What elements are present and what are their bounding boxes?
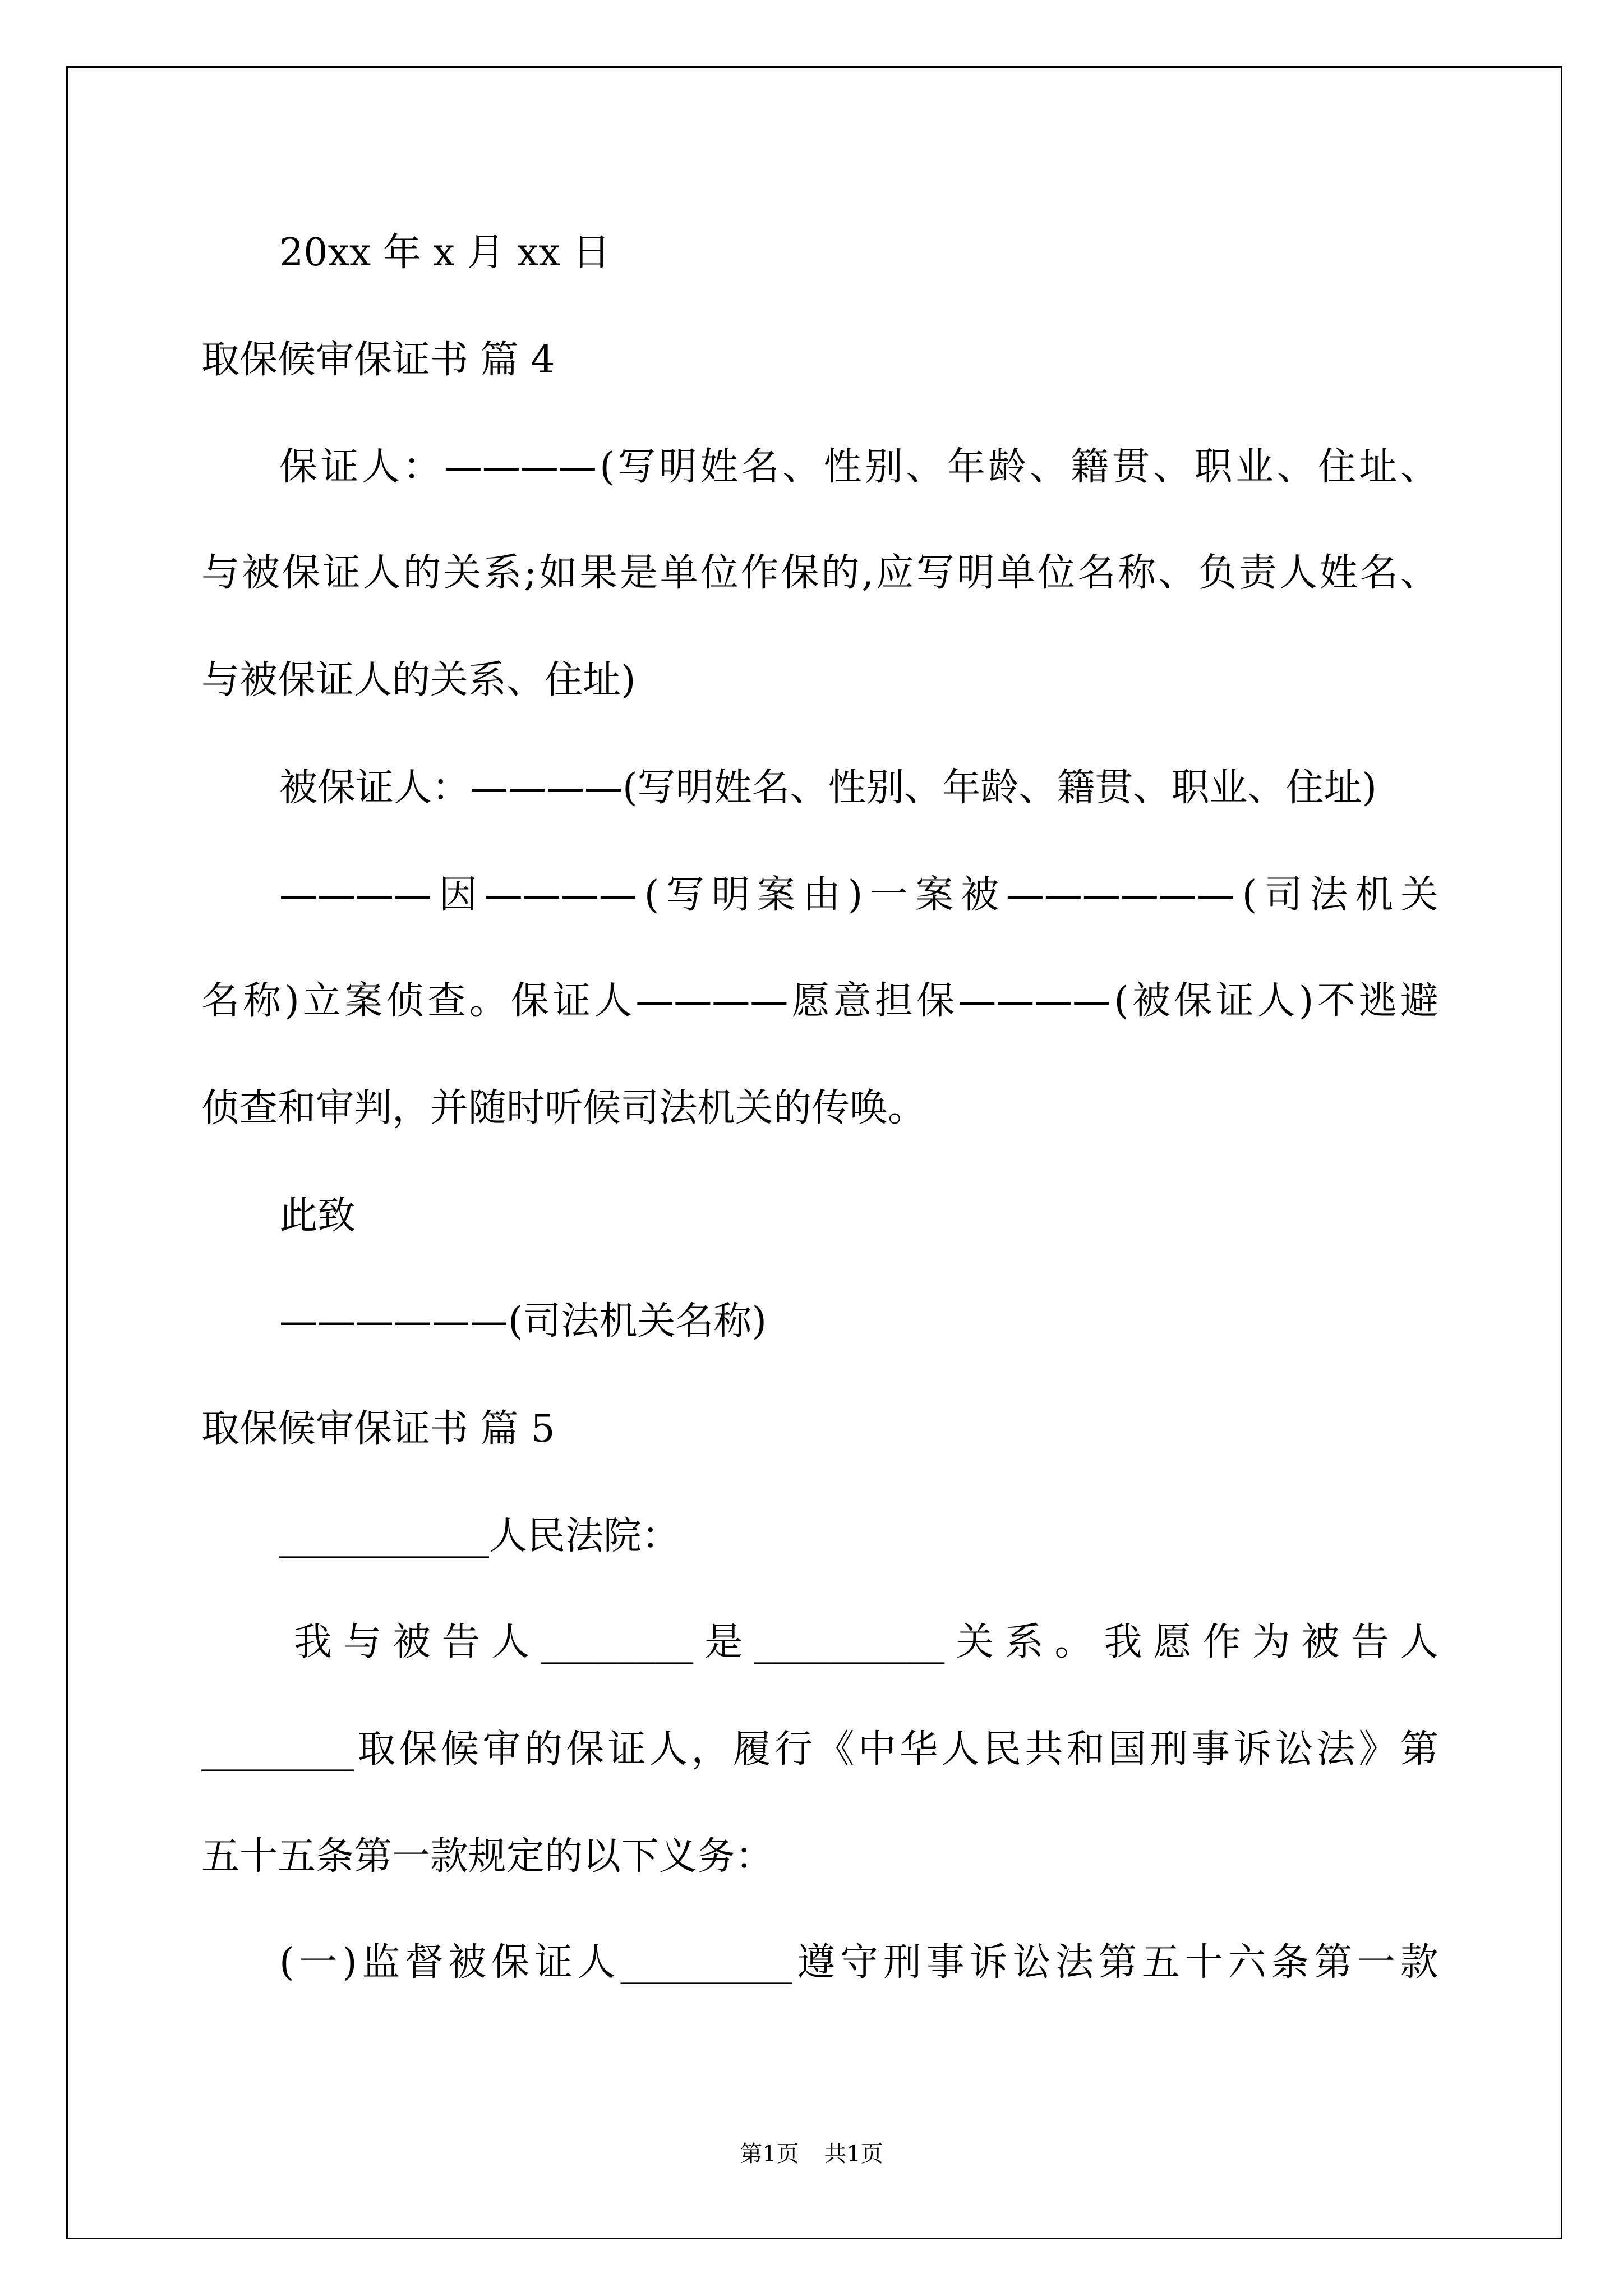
line-token: ————: [279, 873, 432, 917]
closing-salutation: 此致: [279, 1194, 356, 1238]
line-token: 龄: [988, 445, 1027, 489]
line-token: 应: [875, 551, 914, 595]
line-token: 督: [405, 1940, 444, 1985]
line-token: 关: [443, 551, 482, 595]
line-token: 人: [1400, 1620, 1438, 1664]
line-token: 法: [1316, 1727, 1355, 1772]
line-token: 称: [243, 979, 282, 1023]
line-token: 、: [1400, 445, 1438, 489]
line-token: ，: [691, 1727, 730, 1772]
line-token: 、: [1400, 551, 1438, 595]
line-token: 位: [700, 551, 739, 595]
line-token: 愿: [1153, 1620, 1192, 1664]
line-token: 人: [1279, 551, 1317, 595]
line-token: 司: [1264, 873, 1303, 917]
line-token: 。: [469, 979, 508, 1023]
line-token: 的: [524, 1727, 562, 1772]
case-body-line-1: [279, 867, 1438, 923]
line-token: 的: [821, 551, 860, 595]
case-body-line-3: 侦查和审判，并随时听候司法机关的传唤。: [201, 1086, 926, 1130]
line-token: 第: [1400, 1727, 1438, 1772]
line-token: (: [1242, 873, 1257, 917]
line-token: 法: [1055, 1940, 1094, 1985]
line-token: 姓: [1319, 551, 1358, 595]
line-token: 第: [1314, 1940, 1353, 1985]
section-4-heading: 取保候审保证书 篇 4: [201, 338, 555, 382]
line-token: 五: [1141, 1940, 1180, 1985]
line-token: 写: [666, 873, 705, 917]
line-token: 监: [362, 1940, 400, 1985]
line-token: 保: [491, 1940, 530, 1985]
line-token: 案: [757, 873, 795, 917]
line-token: 守: [840, 1940, 879, 1985]
line-token: 因: [439, 873, 477, 917]
line-token: 、: [1029, 445, 1068, 489]
line-token: 单: [997, 551, 1035, 595]
line-token: 证: [552, 979, 591, 1023]
line-token: 保: [279, 445, 318, 489]
line-token: ;: [524, 551, 537, 595]
line-token: 侦: [386, 979, 425, 1023]
line-token: 证: [534, 1940, 573, 1985]
page-border: [66, 66, 1562, 2239]
line-token: 人: [594, 979, 633, 1023]
line-token: 、: [782, 445, 821, 489]
line-token: 人: [491, 1620, 530, 1664]
line-token: 案: [344, 979, 383, 1023]
line-token: 责: [1238, 551, 1277, 595]
line-token: ): [1298, 979, 1314, 1023]
line-token: 、: [1276, 445, 1315, 489]
line-token: 证: [322, 551, 361, 595]
guarantor-line-1: [279, 439, 1438, 495]
line-token: 被: [960, 873, 999, 917]
line-token: 民: [983, 1727, 1021, 1772]
recipient-line: ——————(司法机关名称): [279, 1299, 767, 1343]
date-line: 20xx 年 x 月 xx 日: [279, 231, 611, 275]
line-token: 为: [1252, 1620, 1290, 1664]
line-token: 作: [740, 551, 779, 595]
line-token: 案: [915, 873, 954, 917]
line-token: 担: [874, 979, 913, 1023]
line-token: 和: [1066, 1727, 1105, 1772]
line-token: (: [279, 1940, 294, 1985]
line-token: 查: [427, 979, 466, 1023]
line-token: 、: [1158, 551, 1197, 595]
line-token: 写: [916, 551, 955, 595]
line-token: 款: [1400, 1940, 1438, 1985]
line-token: 称: [1118, 551, 1156, 595]
line-token: 籍: [1071, 445, 1109, 489]
line-token: ________: [541, 1620, 694, 1664]
line-token: 证: [607, 1727, 646, 1772]
line-token: 姓: [700, 445, 739, 489]
line-token: (: [1114, 979, 1129, 1023]
page-footer: 第1页 共1页: [740, 2141, 883, 2167]
line-token: ————: [444, 445, 597, 489]
line-token: 人: [361, 445, 400, 489]
line-token: 保: [510, 979, 549, 1023]
line-token: 。: [1054, 1620, 1093, 1664]
obligation-item-1: [279, 1935, 1438, 1991]
line-token: 明: [658, 445, 697, 489]
line-token: (: [600, 445, 615, 489]
line-token: __________: [754, 1620, 945, 1664]
line-token: 避: [1400, 979, 1438, 1023]
line-token: 讼: [1012, 1940, 1051, 1985]
line-token: 被: [1301, 1620, 1340, 1664]
line-token: 保: [399, 1727, 437, 1772]
line-token: 立: [303, 979, 342, 1023]
line-token: 、: [906, 445, 944, 489]
line-token: 六: [1228, 1940, 1266, 1985]
line-token: 事: [926, 1940, 965, 1985]
line-token: 业: [1235, 445, 1274, 489]
line-token: 由: [802, 873, 841, 917]
line-token: 与: [201, 551, 240, 595]
line-token: 遵: [797, 1940, 836, 1985]
line-token: 保: [566, 1727, 605, 1772]
line-token: 第: [1099, 1940, 1137, 1985]
line-token: 人: [649, 1727, 688, 1772]
line-token: 十: [1184, 1940, 1223, 1985]
line-token: 诉: [1233, 1727, 1272, 1772]
line-token: 与: [343, 1620, 382, 1664]
line-token: 关: [1400, 873, 1438, 917]
line-token: 如: [539, 551, 578, 595]
line-token: 被: [393, 1620, 431, 1664]
line-token: 证: [320, 445, 359, 489]
line-token: 被: [448, 1940, 487, 1985]
line-token: 条: [1271, 1940, 1310, 1985]
line-token: ): [284, 979, 299, 1023]
line-token: 中: [857, 1727, 896, 1772]
line-token: 我: [294, 1620, 333, 1664]
line-token: 被: [241, 551, 280, 595]
line-token: 共: [1025, 1727, 1063, 1772]
line-token: 意: [833, 979, 872, 1023]
line-token: 系: [1005, 1620, 1044, 1664]
line-token: 人: [941, 1727, 980, 1772]
guarantor-line-2: [201, 545, 1438, 601]
line-token: 刑: [883, 1940, 921, 1985]
line-token: 果: [579, 551, 617, 595]
line-token: ——————: [1006, 873, 1235, 917]
line-token: 事: [1191, 1727, 1230, 1772]
pledge-line-3: 五十五条第一款规定的以下义务：: [201, 1834, 774, 1879]
line-token: 国: [1108, 1727, 1147, 1772]
line-token: (: [644, 873, 660, 917]
line-token: 《: [816, 1727, 855, 1772]
line-token: 、: [1153, 445, 1192, 489]
line-token: 位: [1037, 551, 1076, 595]
line-token: 单: [660, 551, 698, 595]
guaranteed-person-line: 被保证人：————(写明姓名、性别、年龄、籍贯、职业、住址): [279, 766, 1377, 810]
line-token: 是: [619, 551, 658, 595]
line-token: 职: [1194, 445, 1233, 489]
pledge-line-1: [294, 1614, 1438, 1671]
line-token: ________: [201, 1727, 354, 1772]
line-token: 保: [781, 551, 819, 595]
line-token: 是: [704, 1620, 743, 1664]
line-token: 讼: [1275, 1727, 1313, 1772]
guarantor-line-3: 与被保证人的关系、住址): [201, 658, 636, 702]
line-token: 别: [864, 445, 903, 489]
line-token: 逃: [1358, 979, 1397, 1023]
line-token: 性: [823, 445, 862, 489]
line-token: 负: [1198, 551, 1237, 595]
line-token: 告: [1350, 1620, 1389, 1664]
line-token: 愿: [791, 979, 830, 1023]
line-token: 候: [441, 1727, 479, 1772]
line-token: 明: [956, 551, 995, 595]
line-token: 法: [1310, 873, 1348, 917]
line-token: 被: [1132, 979, 1171, 1023]
line-token: ,: [861, 551, 874, 595]
line-token: 贯: [1112, 445, 1150, 489]
line-token: ————: [484, 873, 637, 917]
line-token: 人: [577, 1940, 616, 1985]
line-token: 作: [1202, 1620, 1241, 1664]
line-token: ): [342, 1940, 357, 1985]
line-token: 我: [1104, 1620, 1142, 1664]
section-5-heading: 取保候审保证书 篇 5: [201, 1407, 555, 1451]
line-token: 保: [282, 551, 320, 595]
line-token: ————: [635, 979, 789, 1023]
line-token: 名: [201, 979, 240, 1023]
line-token: ————: [958, 979, 1111, 1023]
line-token: 华: [900, 1727, 938, 1772]
line-token: 名: [1077, 551, 1116, 595]
line-token: 名: [1359, 551, 1398, 595]
line-token: 系: [483, 551, 522, 595]
line-token: 人: [362, 551, 401, 595]
line-token: 住: [1317, 445, 1356, 489]
line-token: 行: [774, 1727, 813, 1772]
line-token: 保: [1174, 979, 1212, 1023]
line-token: 一: [870, 873, 909, 917]
line-token: 的: [403, 551, 441, 595]
line-token: 诉: [969, 1940, 1008, 1985]
line-token: ：: [403, 445, 441, 489]
line-token: 告: [442, 1620, 481, 1664]
line-token: 一: [1357, 1940, 1396, 1985]
line-token: 刑: [1150, 1727, 1188, 1772]
line-token: 保: [916, 979, 955, 1023]
line-token: 址: [1359, 445, 1398, 489]
line-token: 一: [299, 1940, 338, 1985]
line-token: 年: [947, 445, 985, 489]
line-token: 不: [1317, 979, 1355, 1023]
line-token: ): [847, 873, 863, 917]
line-token: 证: [1215, 979, 1254, 1023]
line-token: _________: [620, 1940, 792, 1985]
line-token: 关: [956, 1620, 994, 1664]
court-addressee: ___________人民法院：: [279, 1514, 680, 1558]
case-body-line-2: [201, 973, 1438, 1029]
line-token: 人: [1257, 979, 1295, 1023]
line-token: 履: [732, 1727, 771, 1772]
line-token: 写: [617, 445, 656, 489]
line-token: 明: [712, 873, 750, 917]
line-token: 名: [741, 445, 780, 489]
line-token: 取: [357, 1727, 396, 1772]
line-token: 机: [1355, 873, 1394, 917]
pledge-line-2: [201, 1722, 1438, 1778]
line-token: 》: [1358, 1727, 1397, 1772]
line-token: 审: [482, 1727, 521, 1772]
